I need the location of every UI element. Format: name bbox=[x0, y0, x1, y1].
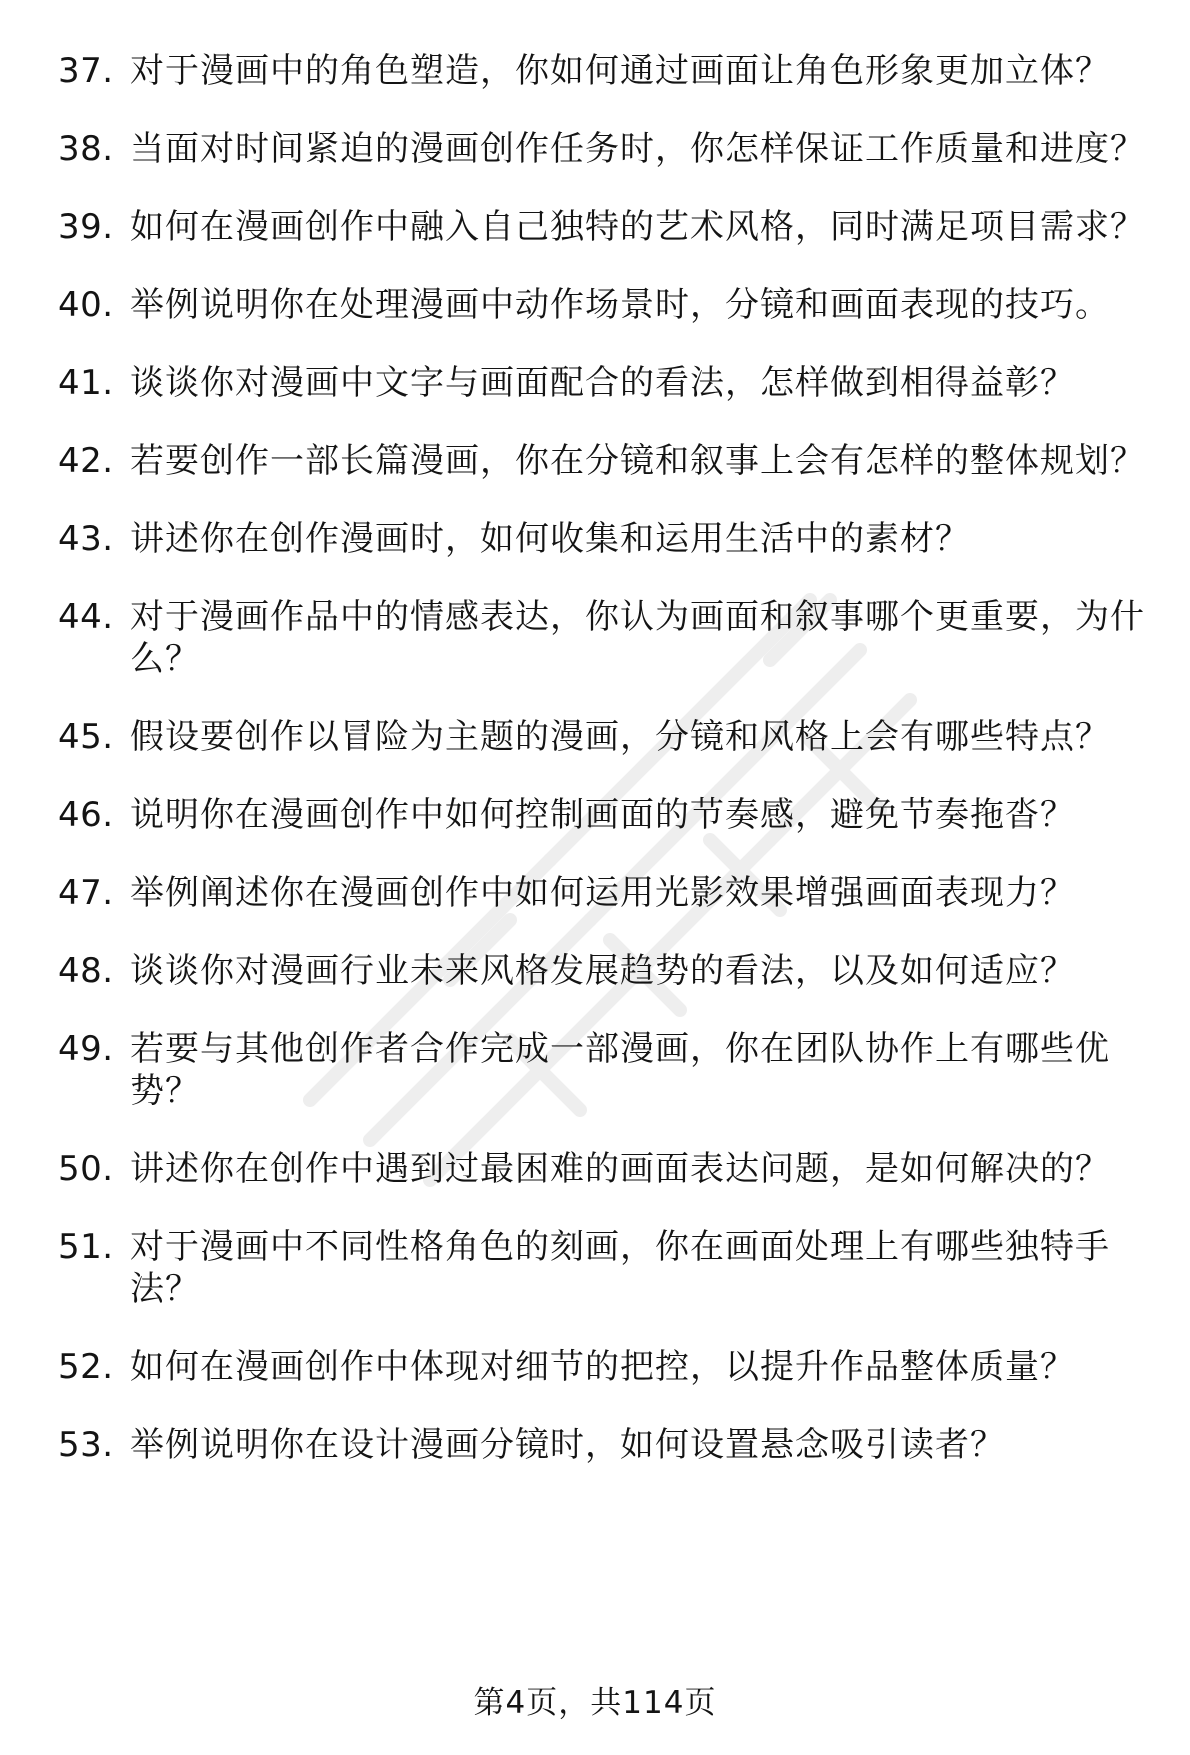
question-number: 40. bbox=[58, 285, 114, 325]
question-text: 假设要创作以冒险为主题的漫画，分镜和风格上会有哪些特点？ bbox=[130, 717, 1110, 757]
question-number: 46. bbox=[58, 795, 114, 835]
question-number: 39. bbox=[58, 207, 114, 247]
question-text: 举例说明你在处理漫画中动作场景时，分镜和画面表现的技巧。 bbox=[130, 285, 1110, 325]
question-item bbox=[58, 596, 1168, 680]
question-item bbox=[58, 440, 1168, 482]
question-number: 50. bbox=[58, 1149, 114, 1189]
question-list bbox=[58, 50, 1168, 1502]
question-text: 讲述你在创作中遇到过最困难的画面表达问题，是如何解决的？ bbox=[130, 1149, 1110, 1189]
question-text: 当面对时间紧迫的漫画创作任务时，你怎样保证工作质量和进度？ bbox=[130, 129, 1145, 169]
question-item bbox=[58, 50, 1168, 92]
question-number: 38. bbox=[58, 129, 114, 169]
question-number: 53. bbox=[58, 1425, 114, 1465]
question-number: 44. bbox=[58, 597, 114, 637]
question-item bbox=[58, 794, 1168, 836]
question-text: 对于漫画作品中的情感表达，你认为画面和叙事哪个更重要，为什么？ bbox=[130, 597, 1145, 679]
question-item bbox=[58, 1148, 1168, 1190]
question-item bbox=[58, 1346, 1168, 1388]
question-number: 52. bbox=[58, 1347, 114, 1387]
question-item bbox=[58, 872, 1168, 914]
question-text: 如何在漫画创作中融入自己独特的艺术风格，同时满足项目需求？ bbox=[130, 207, 1145, 247]
question-number: 41. bbox=[58, 363, 114, 403]
question-text: 对于漫画中不同性格角色的刻画，你在画面处理上有哪些独特手法？ bbox=[130, 1227, 1110, 1309]
question-item bbox=[58, 1424, 1168, 1466]
question-number: 48. bbox=[58, 951, 114, 991]
question-text: 说明你在漫画创作中如何控制画面的节奏感，避免节奏拖沓？ bbox=[130, 795, 1075, 835]
question-number: 45. bbox=[58, 717, 114, 757]
question-item bbox=[58, 1226, 1168, 1310]
question-number: 43. bbox=[58, 519, 114, 559]
question-number: 51. bbox=[58, 1227, 114, 1267]
page-number-footer: 第4页，共114页 bbox=[473, 1685, 717, 1721]
question-text: 若要创作一部长篇漫画，你在分镜和叙事上会有怎样的整体规划？ bbox=[130, 441, 1145, 481]
question-number: 49. bbox=[58, 1029, 114, 1069]
question-item bbox=[58, 518, 1168, 560]
question-text: 对于漫画中的角色塑造，你如何通过画面让角色形象更加立体？ bbox=[130, 51, 1110, 91]
question-number: 42. bbox=[58, 441, 114, 481]
question-text: 举例说明你在设计漫画分镜时，如何设置悬念吸引读者？ bbox=[130, 1425, 1005, 1465]
question-item bbox=[58, 716, 1168, 758]
question-item bbox=[58, 362, 1168, 404]
question-item bbox=[58, 1028, 1168, 1112]
question-number: 37. bbox=[58, 51, 114, 91]
question-text: 若要与其他创作者合作完成一部漫画，你在团队协作上有哪些优势？ bbox=[130, 1029, 1110, 1111]
question-number: 47. bbox=[58, 873, 114, 913]
question-text: 谈谈你对漫画中文字与画面配合的看法，怎样做到相得益彰？ bbox=[130, 363, 1075, 403]
question-item bbox=[58, 128, 1168, 170]
question-item bbox=[58, 206, 1168, 248]
question-text: 讲述你在创作漫画时，如何收集和运用生活中的素材？ bbox=[130, 519, 970, 559]
question-text: 谈谈你对漫画行业未来风格发展趋势的看法，以及如何适应？ bbox=[130, 951, 1075, 991]
question-text: 如何在漫画创作中体现对细节的把控，以提升作品整体质量？ bbox=[130, 1347, 1075, 1387]
question-item bbox=[58, 284, 1168, 326]
question-text: 举例阐述你在漫画创作中如何运用光影效果增强画面表现力？ bbox=[130, 873, 1075, 913]
question-item bbox=[58, 950, 1168, 992]
